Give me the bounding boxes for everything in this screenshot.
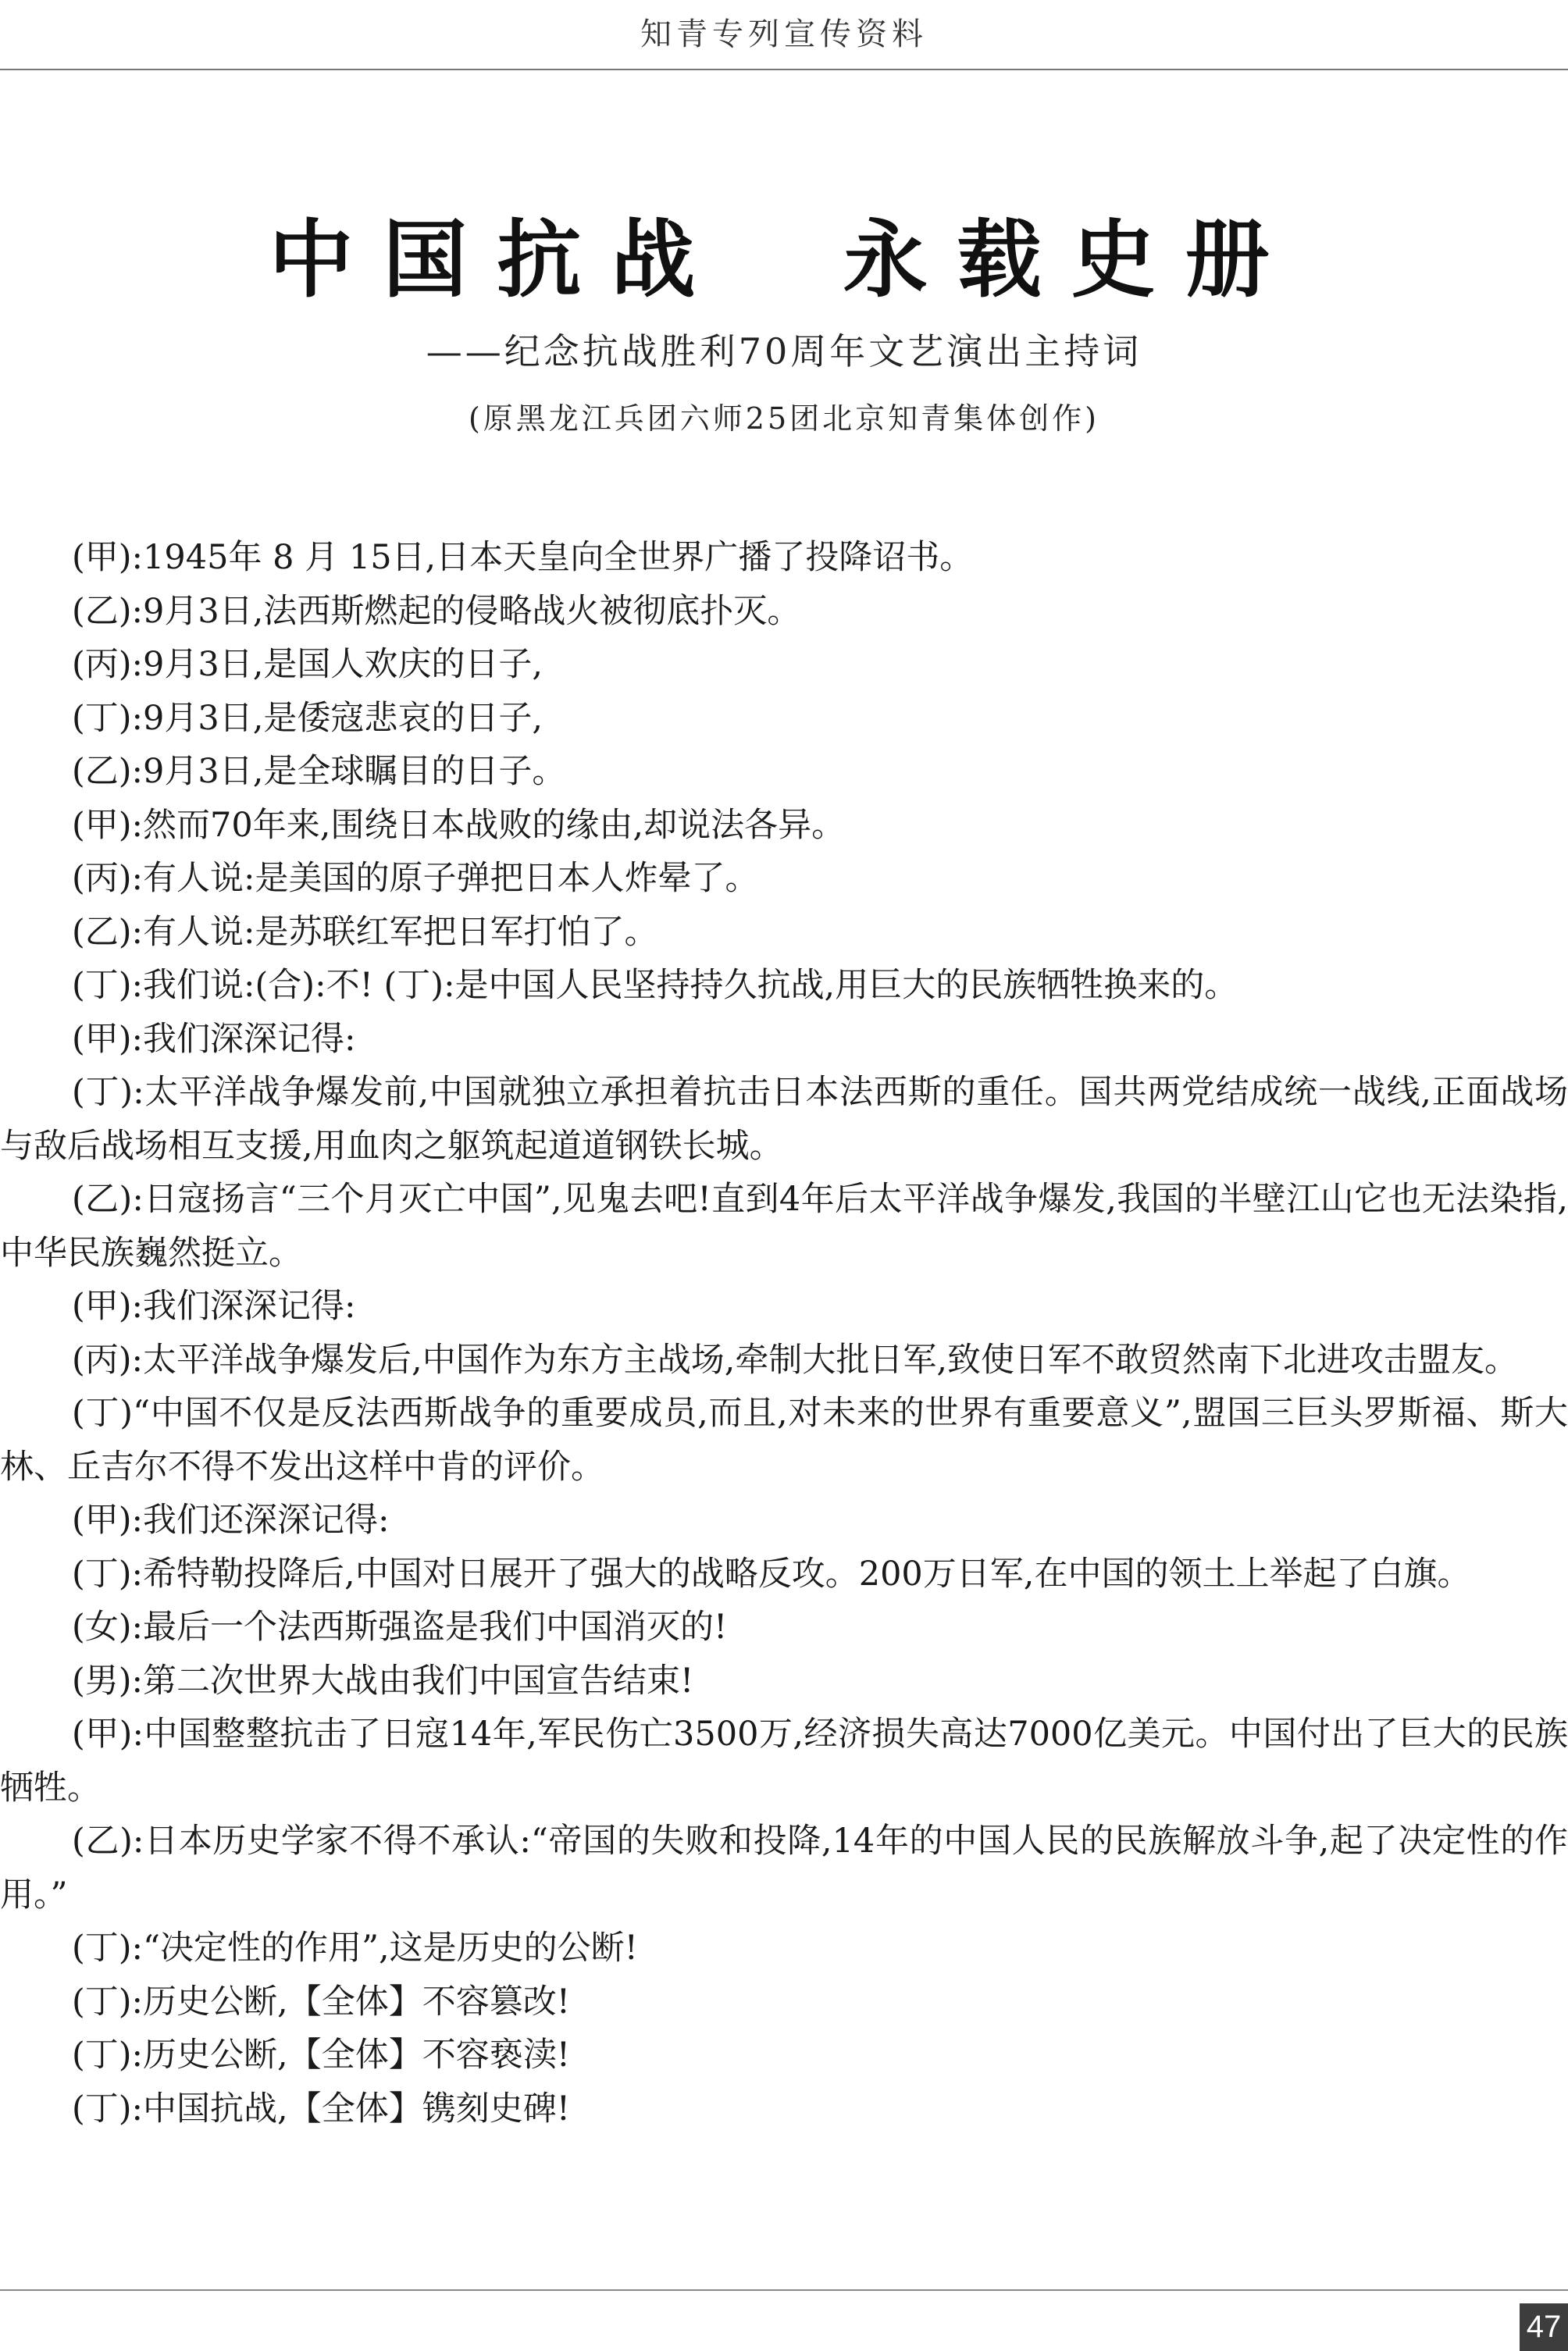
body-paragraph: (丁):太平洋战争爆发前,中国就独立承担着抗击日本法西斯的重任。国共两党结成统一战线,正面战场与敌后战场相互支援,用血肉之躯筑起道道钢铁长城。: [0, 1073, 1568, 1166]
body-paragraph: (丁):中国抗战,【全体】镌刻史碑!: [72, 2089, 570, 2128]
article-subtitle: ——纪念抗战胜利70周年文艺演出主持词: [426, 330, 1142, 372]
running-header: 知青专列宣传资料: [640, 16, 928, 52]
body-paragraph: (女):最后一个法西斯强盗是我们中国消灭的!: [72, 1608, 728, 1647]
header-divider: [0, 69, 1568, 70]
body-paragraph: (乙):有人说:是苏联红军把日军打怕了。: [72, 912, 658, 952]
body-paragraph: (丁):历史公断,【全体】不容篡改!: [72, 1982, 570, 2022]
body-paragraph: (甲):我们深深记得:: [72, 1287, 356, 1326]
footer-divider: [0, 2289, 1568, 2291]
body-paragraph: (甲):1945年 8 月 15日,日本天皇向全世界广播了投降诏书。: [72, 538, 974, 577]
body-paragraph: (丁):历史公断,【全体】不容亵渎!: [72, 2036, 570, 2075]
body-paragraph: (甲):我们还深深记得:: [72, 1501, 390, 1540]
article-body: [0, 531, 1568, 2135]
body-paragraph: (乙):9月3日,是全球瞩目的日子。: [72, 752, 566, 791]
body-paragraph: (丁)“中国不仅是反法西斯战争的重要成员,而且,对未来的世界有重要意义”,盟国三巨头罗斯福、斯大林、丘吉尔不得不发出这样中肯的评价。: [0, 1394, 1568, 1487]
body-paragraph: (丁):“决定性的作用”,这是历史的公断!: [72, 1929, 638, 1968]
body-paragraph: (甲):中国整整抗击了日寇14年,军民伤亡3500万,经济损失高达7000亿美元。中国付出了巨大的民族牺牲。: [0, 1715, 1568, 1808]
body-paragraph: (丁):我们说:(合):不! (丁):是中国人民坚持持久抗战,用巨大的民族牺牲换来的。: [72, 966, 1238, 1005]
body-paragraph: (丙):9月3日,是国人欢庆的日子,: [72, 645, 543, 684]
body-paragraph: (甲):我们深深记得:: [72, 1019, 356, 1059]
body-paragraph: (乙):日本历史学家不得不承认:“帝国的失败和投降,14年的中国人民的民族解放斗争,起了决定性的作用。”: [0, 1822, 1568, 1915]
body-paragraph: (丙):太平洋战争爆发后,中国作为东方主战场,牵制大批日军,致使日军不敢贸然南下北进攻击盟友。: [72, 1340, 1519, 1380]
body-paragraph: (乙):日寇扬言“三个月灭亡中国”,见鬼去吧!直到4年后太平洋战争爆发,我国的半壁江山它也无法染指,中华民族巍然挺立。: [0, 1180, 1568, 1273]
article-title: 中国抗战 永载史册: [269, 211, 1299, 309]
article-byline: (原黑龙江兵团六师25团北京知青集体创作): [468, 401, 1099, 436]
body-paragraph: (丁):希特勒投降后,中国对日展开了强大的战略反攻。200万日军,在中国的领土上举起了白旗。: [72, 1554, 1471, 1594]
body-paragraph: (男):第二次世界大战由我们中国宣告结束!: [72, 1661, 694, 1701]
body-paragraph: (乙):9月3日,法西斯燃起的侵略战火被彻底扑灭。: [72, 591, 801, 631]
page-number: 47: [1520, 2303, 1568, 2351]
body-paragraph: (甲):然而70年来,围绕日本战败的缘由,却说法各异。: [72, 805, 846, 845]
body-paragraph: (丁):9月3日,是倭寇悲哀的日子,: [72, 698, 543, 738]
body-paragraph: (丙):有人说:是美国的原子弹把日本人炸晕了。: [72, 859, 759, 898]
